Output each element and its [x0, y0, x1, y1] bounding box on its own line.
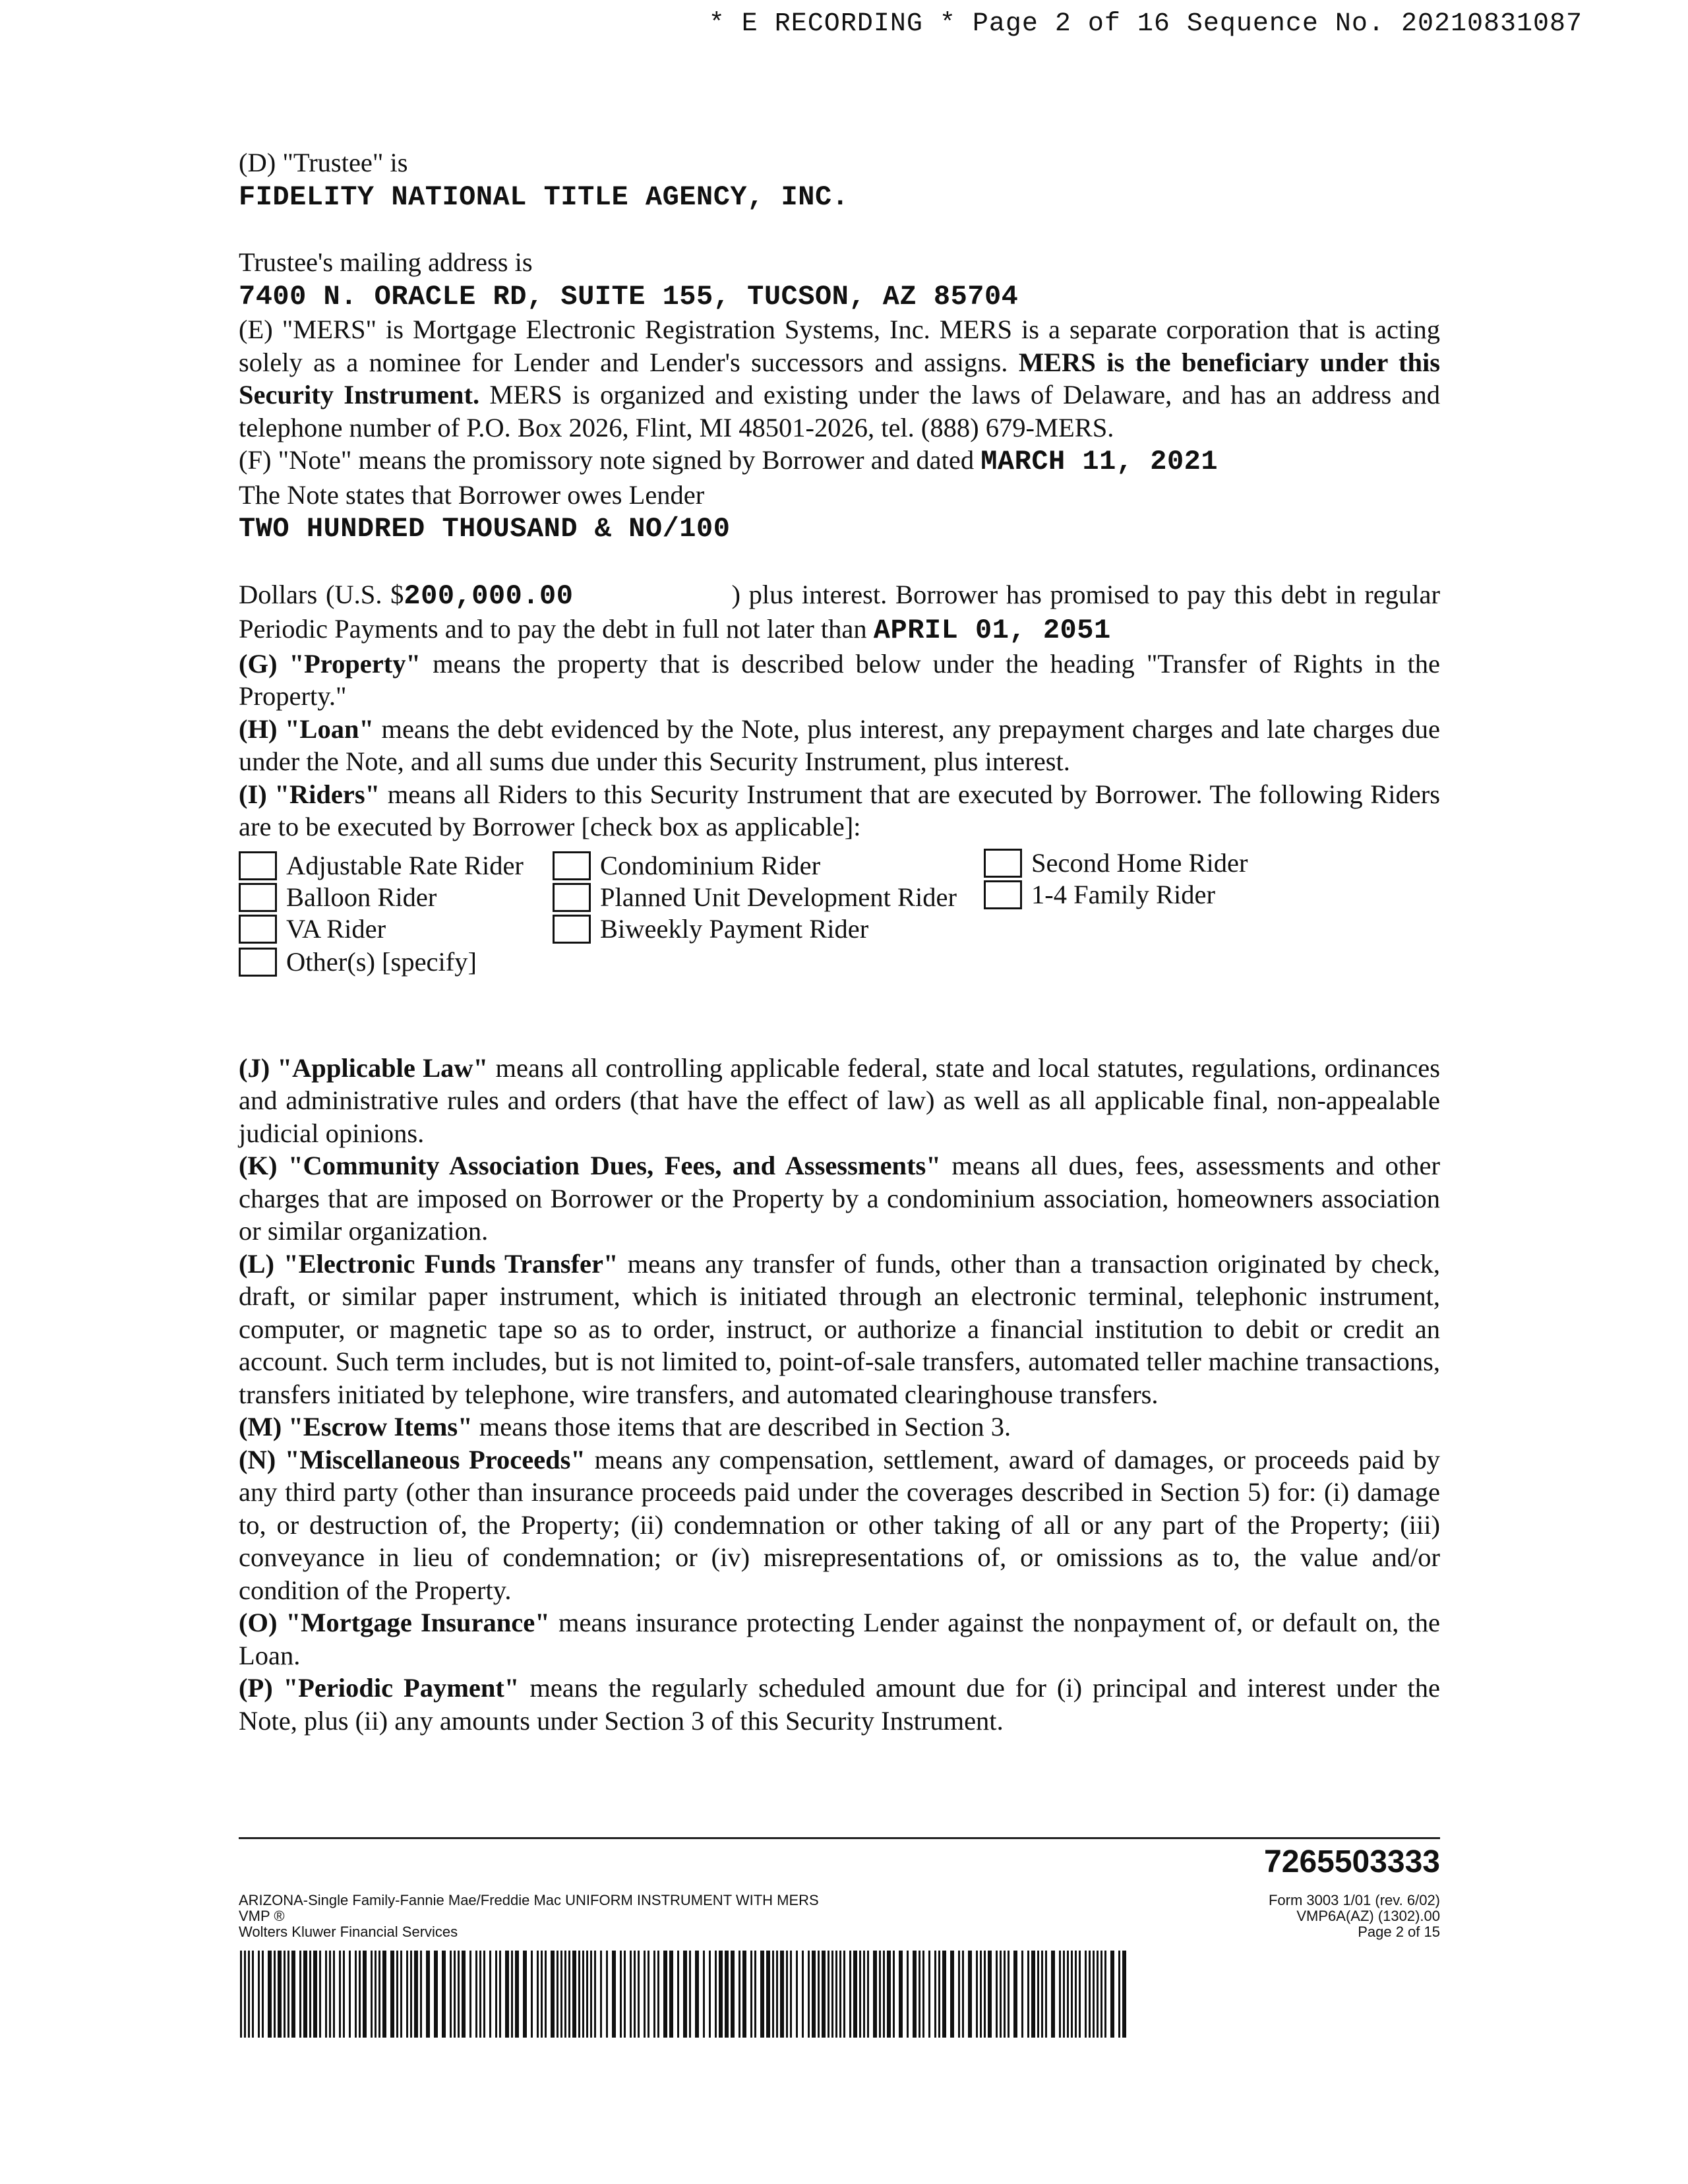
rider-1-4-family[interactable]: 1-4 Family Rider: [984, 879, 1215, 911]
footer-vmp-code: VMP6A(AZ) (1302).00: [1296, 1908, 1440, 1924]
definition-m: (M) "Escrow Items" means those items that are described in Section 3.: [239, 1412, 1011, 1441]
note-amount-words: TWO HUNDRED THOUSAND & NO/100: [239, 513, 731, 545]
footer-publisher: Wolters Kluwer Financial Services: [239, 1924, 458, 1940]
definition-j: (J) "Applicable Law" means all controlling applicable federal, state and local statutes, regulations, ordinances and administrative rules and orders (that have the effect of law) as well as all applicable final, non-appealable judicial opinions.: [239, 1052, 1441, 1148]
footer-form-number: [1269, 1893, 1440, 1940]
note-date: MARCH 11, 2021: [980, 446, 1219, 477]
trustee-label: (D) "Trustee" is: [239, 148, 408, 177]
riders-checklist: [239, 847, 1440, 994]
checkbox-icon[interactable]: [239, 915, 277, 944]
barcode-icon: [240, 1951, 1135, 2038]
footer-vmp: VMP ®: [239, 1908, 285, 1924]
definition-k: (K) "Community Association Dues, Fees, and Assessments" means all dues, fees, assessments and other charges that are imposed on Borrower or the Property by a condominium association, homeowners association or similar organization.: [239, 1151, 1441, 1246]
checkbox-icon[interactable]: [553, 883, 591, 912]
rider-condominium[interactable]: Condominium Rider: [553, 850, 820, 882]
checkbox-icon[interactable]: [984, 880, 1022, 909]
footer-form-info: [239, 1893, 819, 1940]
definition-e: (E) "MERS" is Mortgage Electronic Registration Systems, Inc. MERS is a separate corporation that is acting solely as a nominee for Lender and Lender's successors and assigns. MERS is the beneficiary under this Security Instrument. MERS is organized and existing under the laws of Delaware, and has an address and telephone number of P.O. Box 2026, Flint, MI 48501-2026, tel. (888) 679-MERS.: [239, 315, 1440, 442]
checkbox-icon[interactable]: [984, 849, 1022, 878]
rider-adjustable-rate[interactable]: Adjustable Rate Rider: [239, 850, 524, 882]
checkbox-icon[interactable]: [553, 915, 591, 944]
trustee-mailing-label: Trustee's mailing address is: [239, 247, 533, 277]
definition-o: (O) "Mortgage Insurance" means insurance protecting Lender against the nonpayment of, or default on, the Loan.: [239, 1608, 1440, 1670]
trustee-mailing-address: 7400 N. ORACLE RD, SUITE 155, TUCSON, AZ 85704: [239, 280, 1019, 313]
footer-form-code: Form 3003 1/01 (rev. 6/02): [1268, 1892, 1440, 1908]
checkbox-icon[interactable]: [553, 851, 591, 880]
document-body: [239, 146, 1440, 1737]
rider-other[interactable]: Other(s) [specify]: [239, 946, 477, 978]
footer-form-title: ARIZONA-Single Family-Fannie Mae/Freddie Mac UNIFORM INSTRUMENT WITH MERS: [239, 1892, 819, 1908]
definition-n: (N) "Miscellaneous Proceeds" means any compensation, settlement, award of damages, or proceeds paid by any third party (other than insurance proceeds paid under the coverages described in Section 5) for: (i) damage to, or destruction of, the Property; (ii) condemnation or other taking of all or any part of the Property; (iii) conveyance in lieu of condemnation; or (iv) misrepresentations of, or omissions as to, the value and/or condition of the Property.: [239, 1444, 1441, 1605]
checkbox-icon[interactable]: [239, 883, 277, 912]
definition-h: (H) "Loan" means the debt evidenced by the Note, plus interest, any prepayment charges and late charges due under the Note, and all sums due under this Security Instrument, plus interest.: [239, 713, 1441, 776]
note-amount: 200,000.00: [404, 580, 574, 612]
trustee-name: FIDELITY NATIONAL TITLE AGENCY, INC.: [239, 181, 849, 213]
maturity-date: APRIL 01, 2051: [873, 615, 1111, 646]
rider-va[interactable]: VA Rider: [239, 913, 386, 945]
definition-g: (G) "Property" means the property that is described below under the heading "Transfer of Rights in the Property.": [239, 648, 1440, 711]
definition-p: (P) "Periodic Payment" means the regularly scheduled amount due for (i) principal and interest under the Note, plus (ii) any amounts under Section 3 of this Security Instrument.: [239, 1673, 1441, 1736]
rider-biweekly-payment[interactable]: Biweekly Payment Rider: [553, 913, 868, 945]
definition-i: (I) "Riders" means all Riders to this Security Instrument that are executed by Borrower. The following Riders are to be executed by Borrower [check box as applicable]:: [239, 779, 1441, 841]
recording-header: * E RECORDING * Page 2 of 16 Sequence No. 20210831087: [708, 9, 1582, 39]
definition-l: (L) "Electronic Funds Transfer" means any transfer of funds, other than a transaction originated by check, draft, or similar paper instrument, which is initiated through an electronic terminal, telephonic instrument, computer, or magnetic tape so as to order, instruct, or authorize a financial institution to debit or credit an account. Such term includes, but is not limited to, point-of-sale transfers, automated teller machine transactions, transfers initiated by telephone, wire transfers, and automated clearinghouse transfers.: [239, 1248, 1440, 1409]
note-amount-paragraph: Dollars (U.S. $200,000.00 ) plus interest. Borrower has promised to pay this debt in regular Periodic Payments and to pay the debt in full not later than APRIL 01, 2051: [239, 579, 1440, 646]
note-owes-label: The Note states that Borrower owes Lender: [239, 479, 705, 510]
rider-planned-unit-development[interactable]: Planned Unit Development Rider: [553, 882, 957, 913]
checkbox-icon[interactable]: [239, 851, 277, 880]
definition-f: (F) "Note" means the promissory note signed by Borrower and dated MARCH 11, 2021: [239, 445, 1219, 477]
footer-divider: [239, 1837, 1440, 1839]
rider-second-home[interactable]: Second Home Rider: [984, 847, 1248, 879]
rider-balloon[interactable]: Balloon Rider: [239, 882, 437, 913]
footer-page-number: Page 2 of 15: [1358, 1924, 1440, 1940]
loan-number: 7265503333: [1264, 1844, 1440, 1879]
checkbox-icon[interactable]: [239, 948, 277, 977]
